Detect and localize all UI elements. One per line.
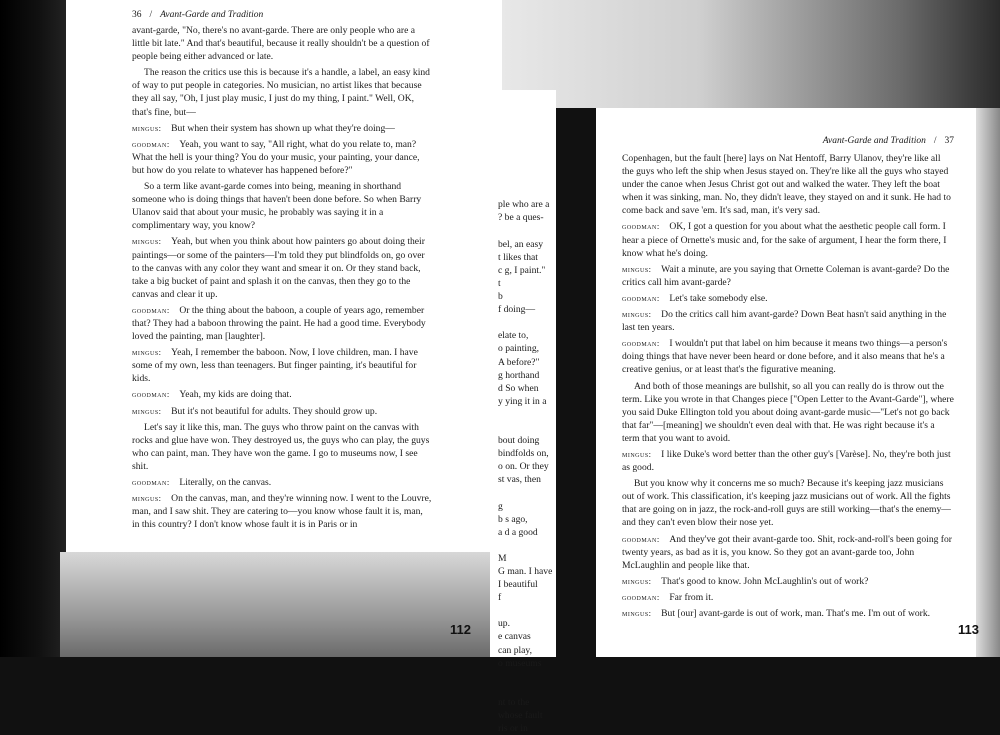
strip-line — [498, 185, 556, 198]
strip-line: f — [498, 592, 502, 604]
right-book-page — [596, 108, 976, 657]
top-right-shadow — [500, 0, 1000, 108]
paragraph-text: But you know why it concerns me so much? Because it's keeping jazz musicians out of work. This classification, it's keeping jazz musicians out of work. All the fights that are going on in jazz, the rock-and-roll guys are still working—that's the enemy—and they can't even blow their nose yet. — [622, 478, 951, 529]
paragraph — [622, 591, 954, 604]
paragraph — [132, 476, 432, 489]
paragraph — [622, 607, 954, 620]
speaker-label: goodman: — [622, 338, 660, 349]
strip-line: G man. I have — [498, 566, 553, 577]
paragraph-text: And both of those meanings are bullshit, so all you can really do is throw out the term. Like you wrote in that Changes piece ["Open Letter to the Avant-Garde"], where you said Duke Ellington told you about doing avant-garde music—"Let's not go back that far"—[meaning] we shouldn't even deal with that. He was right because it's a term that you want to avoid. — [622, 380, 954, 444]
strip-line: M — [498, 552, 507, 564]
strip-line — [498, 408, 556, 421]
speaker-label: mingus: — [622, 575, 652, 586]
strip-line: st vas, then — [498, 474, 541, 486]
strip-line: t — [498, 277, 501, 289]
paragraph-text: On the canvas, man, and they're winning now. I went to the Louvre, man, and I saw shit. They are catering to—you know whose fault it is, man, in this country? I don't know whose fault it is in Paris or in — [132, 493, 432, 531]
strip-line: o on. Or they — [498, 461, 549, 473]
paragraph-text: That's good to know. John McLaughlin's out of work? — [661, 575, 869, 587]
bottom-page-shadow — [60, 552, 500, 657]
strip-line: bindfolds on, — [498, 448, 549, 460]
paragraph-text: And they've got their avant-garde too. Shit, rock-and-roll's been going for twenty years, as bad as it is, you know. So they got an avant-garde too, John McLaughlin and people like that. — [622, 533, 952, 571]
paragraph — [622, 575, 954, 588]
paragraph — [132, 66, 432, 118]
strip-line: o painting, — [498, 343, 540, 355]
left-running-head — [132, 10, 432, 20]
strip-line: a d a good — [498, 526, 538, 538]
right-edge-shadow — [976, 108, 1000, 657]
right-page-number: 37 — [944, 136, 954, 146]
paragraph-text: Yeah, you want to say, "All right, what do you relate to, man? What the hell is your thing? You do your music, your painting, your dance, but how do you relate to whatever has happened before?" — [132, 138, 420, 176]
strip-line: d So when — [498, 382, 539, 394]
strip-line — [498, 159, 556, 172]
speaker-label: goodman: — [132, 138, 170, 149]
strip-line: e canvas — [498, 631, 531, 643]
left-running-title: Avant-Garde and Tradition — [160, 10, 264, 20]
strip-line — [498, 316, 556, 329]
left-page-number: 36 — [132, 10, 142, 20]
strip-line: I beautiful — [498, 579, 538, 591]
strip-line: f doing— — [498, 304, 536, 316]
paragraph-text: Literally, on the canvas. — [179, 477, 272, 488]
strip-line: A before?" — [498, 356, 540, 368]
paragraph-text: Yeah, my kids are doing that. — [179, 389, 292, 401]
speaker-label: mingus: — [132, 236, 162, 247]
paragraph-text: But when their system has shown up what they're doing— — [171, 122, 395, 134]
paragraph — [132, 421, 432, 473]
paragraph-text: I wouldn't put that label on him because it means two things—a person's doing things that have never been heard or done before, and it also means that he's a creative genius, or at least that's the figurative meaning. — [622, 338, 948, 376]
strip-line — [498, 683, 556, 696]
right-running-head — [622, 136, 954, 146]
paragraph-text: Do the critics call him avant-garde? Down Beat hasn't said anything in the last ten years. — [622, 309, 947, 334]
paragraph — [622, 380, 954, 445]
paragraph-text: Or the thing about the baboon, a couple of years ago, remember that? They had a baboon throwing the paint. He had a good time. Everybody loved the painting, man [laughter]. — [132, 304, 426, 343]
speaker-label: mingus: — [622, 309, 652, 320]
speaker-label: mingus: — [622, 448, 652, 459]
right-spread-folio: 113 — [958, 622, 979, 637]
strip-line: elate to, — [498, 330, 529, 342]
speaker-label: goodman: — [132, 477, 170, 487]
strip-line: ple who are a — [498, 199, 550, 211]
left-spread-folio: 112 — [450, 622, 471, 637]
strip-line: g — [498, 500, 503, 512]
left-running-separator: / — [149, 10, 153, 20]
paragraph-text: Wait a minute, are you saying that Ornette Coleman is avant-garde? Do the critics call him avant-garde? — [622, 263, 950, 288]
paragraph — [132, 346, 432, 385]
speaker-label: mingus: — [132, 347, 162, 358]
strip-text — [498, 146, 556, 735]
paragraph — [132, 405, 432, 418]
paragraph-text: Yeah, but when you think about how painters go about doing their paintings—or some of the painters—I'm told they put blindfolds on, go over to the canvas with any color they want and smear it on. Or they stand back, take a big bucket of paint and splash it on the canvas, then they go to the canvas and clear it up. — [132, 236, 425, 300]
speaker-label: goodman: — [622, 533, 660, 544]
paragraph-text: Let's say it like this, man. The guys who throw paint on the canvas with rocks and glue have won. They destroyed us, the guys who can play, the guys who can paint, man. They have won the game. I go to museums now, I see shit. — [132, 421, 430, 472]
paragraph — [622, 448, 954, 474]
paragraph — [132, 304, 432, 343]
strip-line: b s ago, — [498, 513, 528, 525]
strip-line: t likes that — [498, 251, 538, 263]
speaker-label: mingus: — [132, 405, 162, 416]
speaker-label: goodman: — [622, 591, 660, 602]
speaker-label: goodman: — [622, 221, 660, 232]
strip-line: can play, — [498, 644, 533, 656]
paragraph — [622, 220, 954, 259]
strip-line — [498, 172, 556, 185]
paragraph — [132, 24, 432, 63]
paragraph — [622, 263, 954, 289]
paragraph-text: I like Duke's word better than the other guy's [Varèse]. No, they're both just as good. — [622, 448, 951, 474]
paragraph-text: But [our] avant-garde is out of work, man. That's me. I'm out of work. — [661, 608, 931, 619]
paragraph — [132, 235, 432, 300]
left-book-page — [66, 0, 442, 552]
paragraph-text: Far from it. — [669, 591, 714, 603]
strip-line: y ying it in a — [498, 395, 547, 407]
strip-line: nt to the — [498, 696, 530, 708]
right-running-title: Avant-Garde and Tradition — [822, 136, 926, 146]
strip-line: ? be a ques- — [498, 212, 544, 224]
paragraph-text: The reason the critics use this is because it's a handle, a label, an easy kind of way to put people in categories. No musician, no artist likes that because they all say, "Oh, I just play music, I just do my thing, I paint." Well, OK, that's fine, but— — [132, 67, 430, 118]
paragraph — [622, 533, 954, 572]
paragraph-text: OK, I got a question for you about what the aesthetic people call form. I hear a piece of Ornette's music and, for the sake of argument, I hear the form there, I know what he's doing. — [622, 221, 947, 259]
paragraph-text: Let's take somebody else. — [669, 292, 768, 304]
strip-line — [498, 539, 556, 552]
speaker-label: goodman: — [622, 292, 660, 303]
strip-line — [498, 146, 556, 159]
speaker-label: mingus: — [132, 493, 162, 504]
strip-line — [498, 421, 556, 434]
strip-line — [498, 604, 556, 617]
strip-line: bel, an easy — [498, 238, 544, 250]
paragraph — [132, 138, 432, 177]
paragraph — [622, 337, 954, 376]
strip-line — [498, 670, 556, 683]
paragraph — [132, 388, 432, 401]
strip-line: o museums — [498, 657, 542, 669]
left-page-shadow — [0, 0, 66, 657]
paragraph-text: Yeah, I remember the baboon. Now, I love children, man. I have some of my own, less than teenagers. But finger painting, it's beautiful for kids. — [132, 347, 418, 385]
strip-line — [498, 225, 556, 238]
strip-line: b — [498, 291, 503, 303]
strip-line: ris or in — [498, 723, 528, 735]
strip-line: g horthand — [498, 369, 540, 381]
paragraph — [622, 152, 954, 217]
strip-line: whose fault — [498, 710, 543, 722]
paragraph — [132, 180, 432, 232]
speaker-label: mingus: — [132, 122, 162, 133]
paragraph — [622, 292, 954, 305]
speaker-label: goodman: — [132, 389, 170, 400]
cropped-page-strip — [490, 90, 556, 735]
strip-line: c g, I paint." — [498, 264, 546, 276]
speaker-label: mingus: — [622, 263, 652, 274]
paragraph-text: But it's not beautiful for adults. They should grow up. — [171, 405, 378, 417]
paragraph — [622, 308, 954, 334]
right-page-text — [622, 152, 954, 620]
speaker-label: goodman: — [132, 304, 170, 315]
right-running-separator: / — [933, 136, 937, 146]
strip-line: bout doing — [498, 435, 540, 447]
left-page-text — [132, 24, 432, 531]
paragraph-text: So a term like avant-garde comes into being, meaning in shorthand someone who is doing things that haven't been done before. So when Barry Ulanov said that about your music, he probably was saying it in a complimentary way, you know? — [132, 181, 422, 232]
paragraph-text: avant-garde, "No, there's no avant-garde. There are only people who are a little bit late." And that's beautiful, because it really shouldn't be a question of people being either advanced or late. — [132, 25, 430, 63]
paragraph — [132, 492, 432, 531]
speaker-label: mingus: — [622, 608, 652, 618]
strip-line: up. — [498, 618, 510, 630]
paragraph-text: Copenhagen, but the fault [here] lays on Nat Hentoff, Barry Ulanov, they're like all the guys who left the ship when Jesus stayed on. They're like all the guys who stayed under the canoe when Jesus Christ got out and walked the water. They left the boat when it was sinking, man. No, they didn't leave, they stayed on and it sunk. He had to come back and save 'em. It's sad, man, it's very sad. — [622, 153, 951, 217]
strip-line — [498, 486, 556, 499]
paragraph — [622, 477, 954, 529]
paragraph — [132, 122, 432, 135]
